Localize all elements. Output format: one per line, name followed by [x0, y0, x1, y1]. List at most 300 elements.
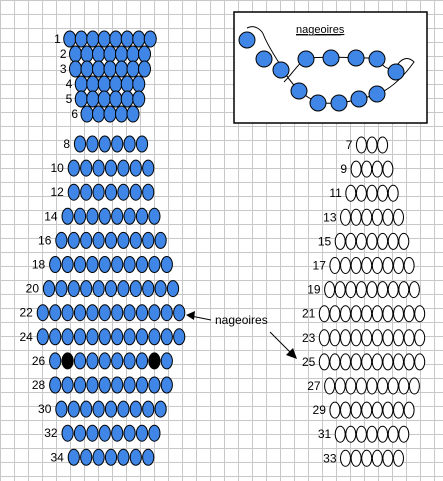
outline-bead	[383, 354, 393, 370]
blue-bead	[93, 160, 104, 176]
inset-blue-bead	[273, 62, 289, 78]
outline-bead	[341, 402, 351, 418]
row-number-label: 18	[31, 257, 46, 272]
inset-blue-bead	[331, 95, 347, 111]
blue-bead	[50, 329, 61, 345]
blue-bead	[87, 353, 98, 369]
outline-bead	[399, 426, 409, 442]
blue-bead	[118, 449, 129, 465]
inset-title: nageoires	[296, 24, 345, 36]
blue-bead	[87, 91, 99, 107]
outline-bead	[415, 354, 425, 370]
row-number-label: 20	[25, 281, 39, 296]
blue-bead	[81, 401, 92, 417]
outline-bead	[394, 306, 404, 322]
row-number-label: 9	[340, 162, 348, 177]
row-number-label: 22	[19, 305, 33, 320]
outline-bead	[388, 185, 398, 201]
blue-bead	[68, 232, 79, 248]
blue-bead	[98, 76, 110, 92]
blue-bead	[105, 449, 116, 465]
outline-bead	[367, 185, 377, 201]
outline-bead	[394, 354, 404, 370]
outline-bead	[409, 378, 419, 394]
inset-blue-bead	[369, 51, 385, 67]
outline-bead	[409, 282, 419, 298]
outline-bead	[367, 426, 377, 442]
blue-bead	[98, 91, 110, 107]
outline-bead	[330, 258, 340, 274]
blue-bead	[93, 106, 105, 122]
outline-bead	[388, 378, 398, 394]
blue-bead	[133, 31, 145, 47]
blue-bead	[87, 425, 98, 441]
blue-bead	[110, 31, 122, 47]
blue-bead	[110, 91, 122, 107]
blue-bead	[149, 208, 160, 224]
blue-bead	[124, 377, 135, 393]
blue-bead	[130, 160, 141, 176]
blue-bead-rows	[19, 136, 184, 465]
blue-bead	[124, 305, 135, 321]
blue-bead	[130, 449, 141, 465]
blue-bead	[93, 46, 105, 62]
annotation-label: nageoires	[215, 313, 268, 327]
blue-bead	[105, 401, 116, 417]
blue-bead	[118, 232, 129, 248]
blue-bead	[99, 353, 110, 369]
blue-bead	[149, 377, 160, 393]
blue-bead	[124, 353, 135, 369]
blue-bead	[104, 61, 116, 77]
blue-bead	[87, 305, 98, 321]
blue-bead	[43, 281, 54, 297]
outline-bead	[356, 282, 366, 298]
blue-bead	[37, 305, 48, 321]
outline-bead	[356, 233, 366, 249]
row-number-label: 12	[50, 185, 64, 200]
row-number-label: 8	[63, 137, 70, 151]
blue-bead	[112, 208, 123, 224]
inset-blue-bead	[239, 32, 255, 48]
outline-bead	[335, 378, 345, 394]
outline-bead	[378, 426, 388, 442]
blue-bead	[74, 353, 85, 369]
blue-bead	[130, 281, 141, 297]
blue-bead	[112, 329, 123, 345]
outline-bead	[341, 330, 351, 346]
inset-blue-bead	[323, 50, 339, 66]
inset-blue-bead	[298, 51, 314, 67]
blue-bead	[56, 232, 67, 248]
blue-bead	[155, 401, 166, 417]
blue-bead	[74, 257, 85, 273]
blue-bead	[105, 232, 116, 248]
outline-bead	[372, 330, 382, 346]
blue-bead	[74, 136, 85, 152]
outline-bead	[399, 233, 409, 249]
outline-bead	[330, 402, 340, 418]
outline-bead	[394, 330, 404, 346]
outline-bead	[404, 258, 414, 274]
blue-bead	[144, 31, 156, 47]
blue-bead	[136, 425, 147, 441]
outline-bead	[383, 209, 393, 225]
blue-bead	[149, 329, 160, 345]
blue-bead	[105, 281, 116, 297]
row-number-label: 24	[19, 329, 33, 344]
blue-bead	[149, 257, 160, 273]
blue-bead	[136, 377, 147, 393]
outline-bead	[346, 185, 356, 201]
outline-bead	[341, 450, 351, 466]
blue-bead	[139, 46, 151, 62]
row-number-label: 30	[38, 402, 52, 417]
inset-blue-bead	[256, 51, 272, 67]
outline-bead	[341, 306, 351, 322]
outline-bead	[367, 378, 377, 394]
blue-bead	[116, 106, 128, 122]
blue-bead	[143, 449, 154, 465]
blue-bead	[99, 257, 110, 273]
blue-bead	[155, 281, 166, 297]
row-number-label: 3	[59, 62, 67, 76]
outline-bead	[362, 330, 372, 346]
outline-bead	[362, 450, 372, 466]
outline-bead	[383, 306, 393, 322]
outline-bead	[383, 330, 393, 346]
row-number-label: 5	[65, 92, 73, 106]
blue-bead	[127, 46, 139, 62]
outline-bead	[319, 306, 329, 322]
blue-bead	[124, 329, 135, 345]
outline-bead	[362, 258, 372, 274]
row-number-label: 4	[65, 77, 73, 91]
blue-bead	[68, 281, 79, 297]
black-eye-bead	[62, 353, 73, 369]
blue-bead	[50, 377, 61, 393]
blue-bead	[81, 184, 92, 200]
outline-bead	[367, 282, 377, 298]
blue-bead	[81, 106, 93, 122]
blue-bead	[139, 61, 151, 77]
blue-bead	[143, 232, 154, 248]
outline-bead	[335, 233, 345, 249]
blue-bead	[68, 449, 79, 465]
blue-bead	[155, 232, 166, 248]
outline-bead	[351, 209, 361, 225]
outline-bead	[346, 282, 356, 298]
outline-bead	[378, 185, 388, 201]
blue-bead	[93, 61, 105, 77]
blue-bead	[105, 160, 116, 176]
blue-bead	[149, 425, 160, 441]
outline-bead	[362, 209, 372, 225]
blue-bead	[50, 257, 61, 273]
blue-bead	[93, 401, 104, 417]
blue-bead	[116, 46, 128, 62]
row-number-label: 27	[307, 379, 321, 393]
blue-bead	[105, 184, 116, 200]
blue-bead	[110, 76, 122, 92]
inset-blue-bead	[388, 64, 404, 80]
outline-bead	[404, 330, 414, 346]
row-number-label: 15	[317, 234, 332, 249]
outline-bead	[319, 354, 329, 370]
outline-bead	[383, 258, 393, 274]
outline-bead	[378, 137, 388, 153]
blue-bead	[64, 31, 76, 47]
blue-bead	[68, 160, 79, 176]
fin-inset	[234, 12, 427, 123]
blue-bead	[121, 76, 133, 92]
blue-bead	[136, 257, 147, 273]
outline-bead	[383, 161, 393, 177]
black-eye-bead	[149, 353, 160, 369]
blue-bead	[124, 136, 135, 152]
inset-blue-bead	[348, 50, 364, 66]
blue-bead	[93, 449, 104, 465]
row-number-label: 1	[54, 32, 61, 46]
outline-bead	[383, 450, 393, 466]
outline-bead	[346, 426, 356, 442]
outline-bead	[372, 209, 382, 225]
outline-bead	[404, 354, 414, 370]
blue-bead	[136, 305, 147, 321]
blue-bead	[118, 184, 129, 200]
blue-bead	[75, 91, 87, 107]
outline-bead	[404, 402, 414, 418]
blue-bead	[133, 91, 145, 107]
blue-bead	[75, 76, 87, 92]
outline-bead	[356, 137, 366, 153]
blue-bead	[62, 425, 73, 441]
blue-bead	[87, 377, 98, 393]
blue-bead	[87, 76, 99, 92]
outline-bead	[335, 282, 345, 298]
row-number-label: 17	[312, 258, 326, 273]
blue-bead	[112, 377, 123, 393]
blue-bead	[124, 257, 135, 273]
blue-bead	[124, 425, 135, 441]
outline-bead	[341, 354, 351, 370]
blue-bead	[87, 257, 98, 273]
inset-blue-bead	[291, 83, 307, 99]
outline-bead	[330, 306, 340, 322]
outline-bead	[372, 450, 382, 466]
inset-blue-bead	[351, 91, 367, 107]
outline-bead	[351, 330, 361, 346]
outline-bead	[325, 378, 335, 394]
blue-bead	[81, 232, 92, 248]
blue-bead	[161, 257, 172, 273]
blue-bead	[112, 305, 123, 321]
row-number-label: 11	[329, 186, 342, 201]
outline-bead	[399, 378, 409, 394]
outline-bead	[399, 282, 409, 298]
outline-bead	[378, 233, 388, 249]
blue-bead	[50, 305, 61, 321]
blue-bead	[127, 106, 139, 122]
row-number-label: 2	[59, 47, 67, 61]
blue-bead	[136, 136, 147, 152]
blue-bead	[62, 329, 73, 345]
outline-bead	[341, 258, 351, 274]
blue-bead	[136, 329, 147, 345]
row-number-label: 19	[307, 282, 321, 297]
blue-bead	[87, 136, 98, 152]
blue-bead	[112, 136, 123, 152]
blue-bead	[74, 208, 85, 224]
row-number-label: 10	[50, 161, 64, 176]
blue-bead	[93, 281, 104, 297]
outline-bead	[394, 402, 404, 418]
outline-bead	[351, 161, 361, 177]
blue-bead	[70, 46, 82, 62]
blue-bead	[130, 401, 141, 417]
blue-bead	[116, 61, 128, 77]
top-bead-rows	[54, 31, 156, 122]
blue-bead	[118, 401, 129, 417]
blue-bead	[118, 160, 129, 176]
row-number-label: 7	[345, 138, 353, 152]
outline-bead	[341, 209, 351, 225]
row-number-label: 26	[31, 353, 46, 368]
blue-bead	[112, 425, 123, 441]
blue-bead	[93, 184, 104, 200]
blue-bead	[161, 377, 172, 393]
blue-bead	[87, 31, 99, 47]
blue-bead	[74, 425, 85, 441]
row-number-label: 14	[44, 209, 58, 224]
blue-bead	[161, 329, 172, 345]
row-number-label: 33	[323, 451, 337, 466]
blue-bead	[174, 329, 185, 345]
blue-bead	[62, 377, 73, 393]
blue-bead	[143, 184, 154, 200]
blue-bead	[56, 281, 67, 297]
outline-bead	[388, 426, 398, 442]
blue-bead	[136, 208, 147, 224]
arrow-head-left	[186, 311, 195, 320]
row-number-label: 34	[50, 450, 64, 465]
blue-bead	[50, 353, 61, 369]
blue-bead	[74, 377, 85, 393]
blue-bead	[174, 305, 185, 321]
blue-bead	[37, 329, 48, 345]
outline-bead	[356, 426, 366, 442]
blue-bead	[75, 31, 87, 47]
outline-bead	[388, 282, 398, 298]
blue-bead	[99, 329, 110, 345]
outline-bead	[367, 233, 377, 249]
blue-bead	[133, 76, 145, 92]
blue-bead	[99, 305, 110, 321]
blue-bead	[81, 449, 92, 465]
blue-bead	[56, 401, 67, 417]
arrow-to-right-fins	[270, 332, 292, 354]
blue-bead	[62, 208, 73, 224]
outline-bead	[383, 402, 393, 418]
blue-bead	[143, 160, 154, 176]
outline-bead	[394, 450, 404, 466]
blue-bead	[124, 208, 135, 224]
outline-bead	[335, 426, 345, 442]
blue-bead	[99, 377, 110, 393]
outline-bead	[330, 330, 340, 346]
blue-bead	[81, 160, 92, 176]
blue-bead	[93, 232, 104, 248]
blue-bead	[167, 281, 178, 297]
blue-bead	[143, 281, 154, 297]
outline-bead	[372, 402, 382, 418]
blue-bead	[136, 353, 147, 369]
row-number-label: 21	[301, 306, 316, 321]
outline-bead	[415, 306, 425, 322]
blue-bead	[149, 305, 160, 321]
row-number-label: 25	[301, 354, 316, 369]
outline-bead	[372, 354, 382, 370]
outline-bead	[351, 354, 361, 370]
row-number-label: 16	[38, 233, 52, 248]
blue-bead	[74, 305, 85, 321]
blue-bead	[118, 281, 129, 297]
blue-bead	[161, 353, 172, 369]
outline-bead	[388, 233, 398, 249]
outline-bead	[415, 330, 425, 346]
outline-bead	[346, 378, 356, 394]
outline-bead	[372, 161, 382, 177]
blue-bead	[68, 184, 79, 200]
blue-bead	[99, 425, 110, 441]
blue-bead	[68, 401, 79, 417]
blue-bead	[121, 91, 133, 107]
blue-bead	[130, 232, 141, 248]
outline-bead	[356, 378, 366, 394]
outline-bead	[351, 450, 361, 466]
outline-bead	[330, 354, 340, 370]
blue-bead	[143, 401, 154, 417]
blue-bead	[130, 184, 141, 200]
blue-bead	[112, 353, 123, 369]
outline-bead	[346, 233, 356, 249]
row-number-label: 6	[71, 107, 78, 121]
blue-bead	[81, 46, 93, 62]
blue-bead	[62, 305, 73, 321]
outline-bead	[356, 185, 366, 201]
blue-bead	[98, 31, 110, 47]
row-number-label: 23	[301, 330, 316, 345]
blue-bead	[99, 136, 110, 152]
blue-bead	[104, 46, 116, 62]
outline-bead	[372, 306, 382, 322]
blue-bead	[74, 329, 85, 345]
blue-bead	[112, 257, 123, 273]
blue-bead	[87, 329, 98, 345]
outline-bead	[362, 161, 372, 177]
outline-bead	[394, 258, 404, 274]
blue-bead	[121, 31, 133, 47]
outline-bead	[394, 209, 404, 225]
blue-bead	[99, 208, 110, 224]
blue-bead	[81, 281, 92, 297]
outline-bead	[351, 258, 361, 274]
blue-bead	[87, 208, 98, 224]
outline-bead	[319, 330, 329, 346]
outline-bead-rows	[302, 137, 425, 466]
outline-bead	[378, 378, 388, 394]
outline-bead	[362, 354, 372, 370]
